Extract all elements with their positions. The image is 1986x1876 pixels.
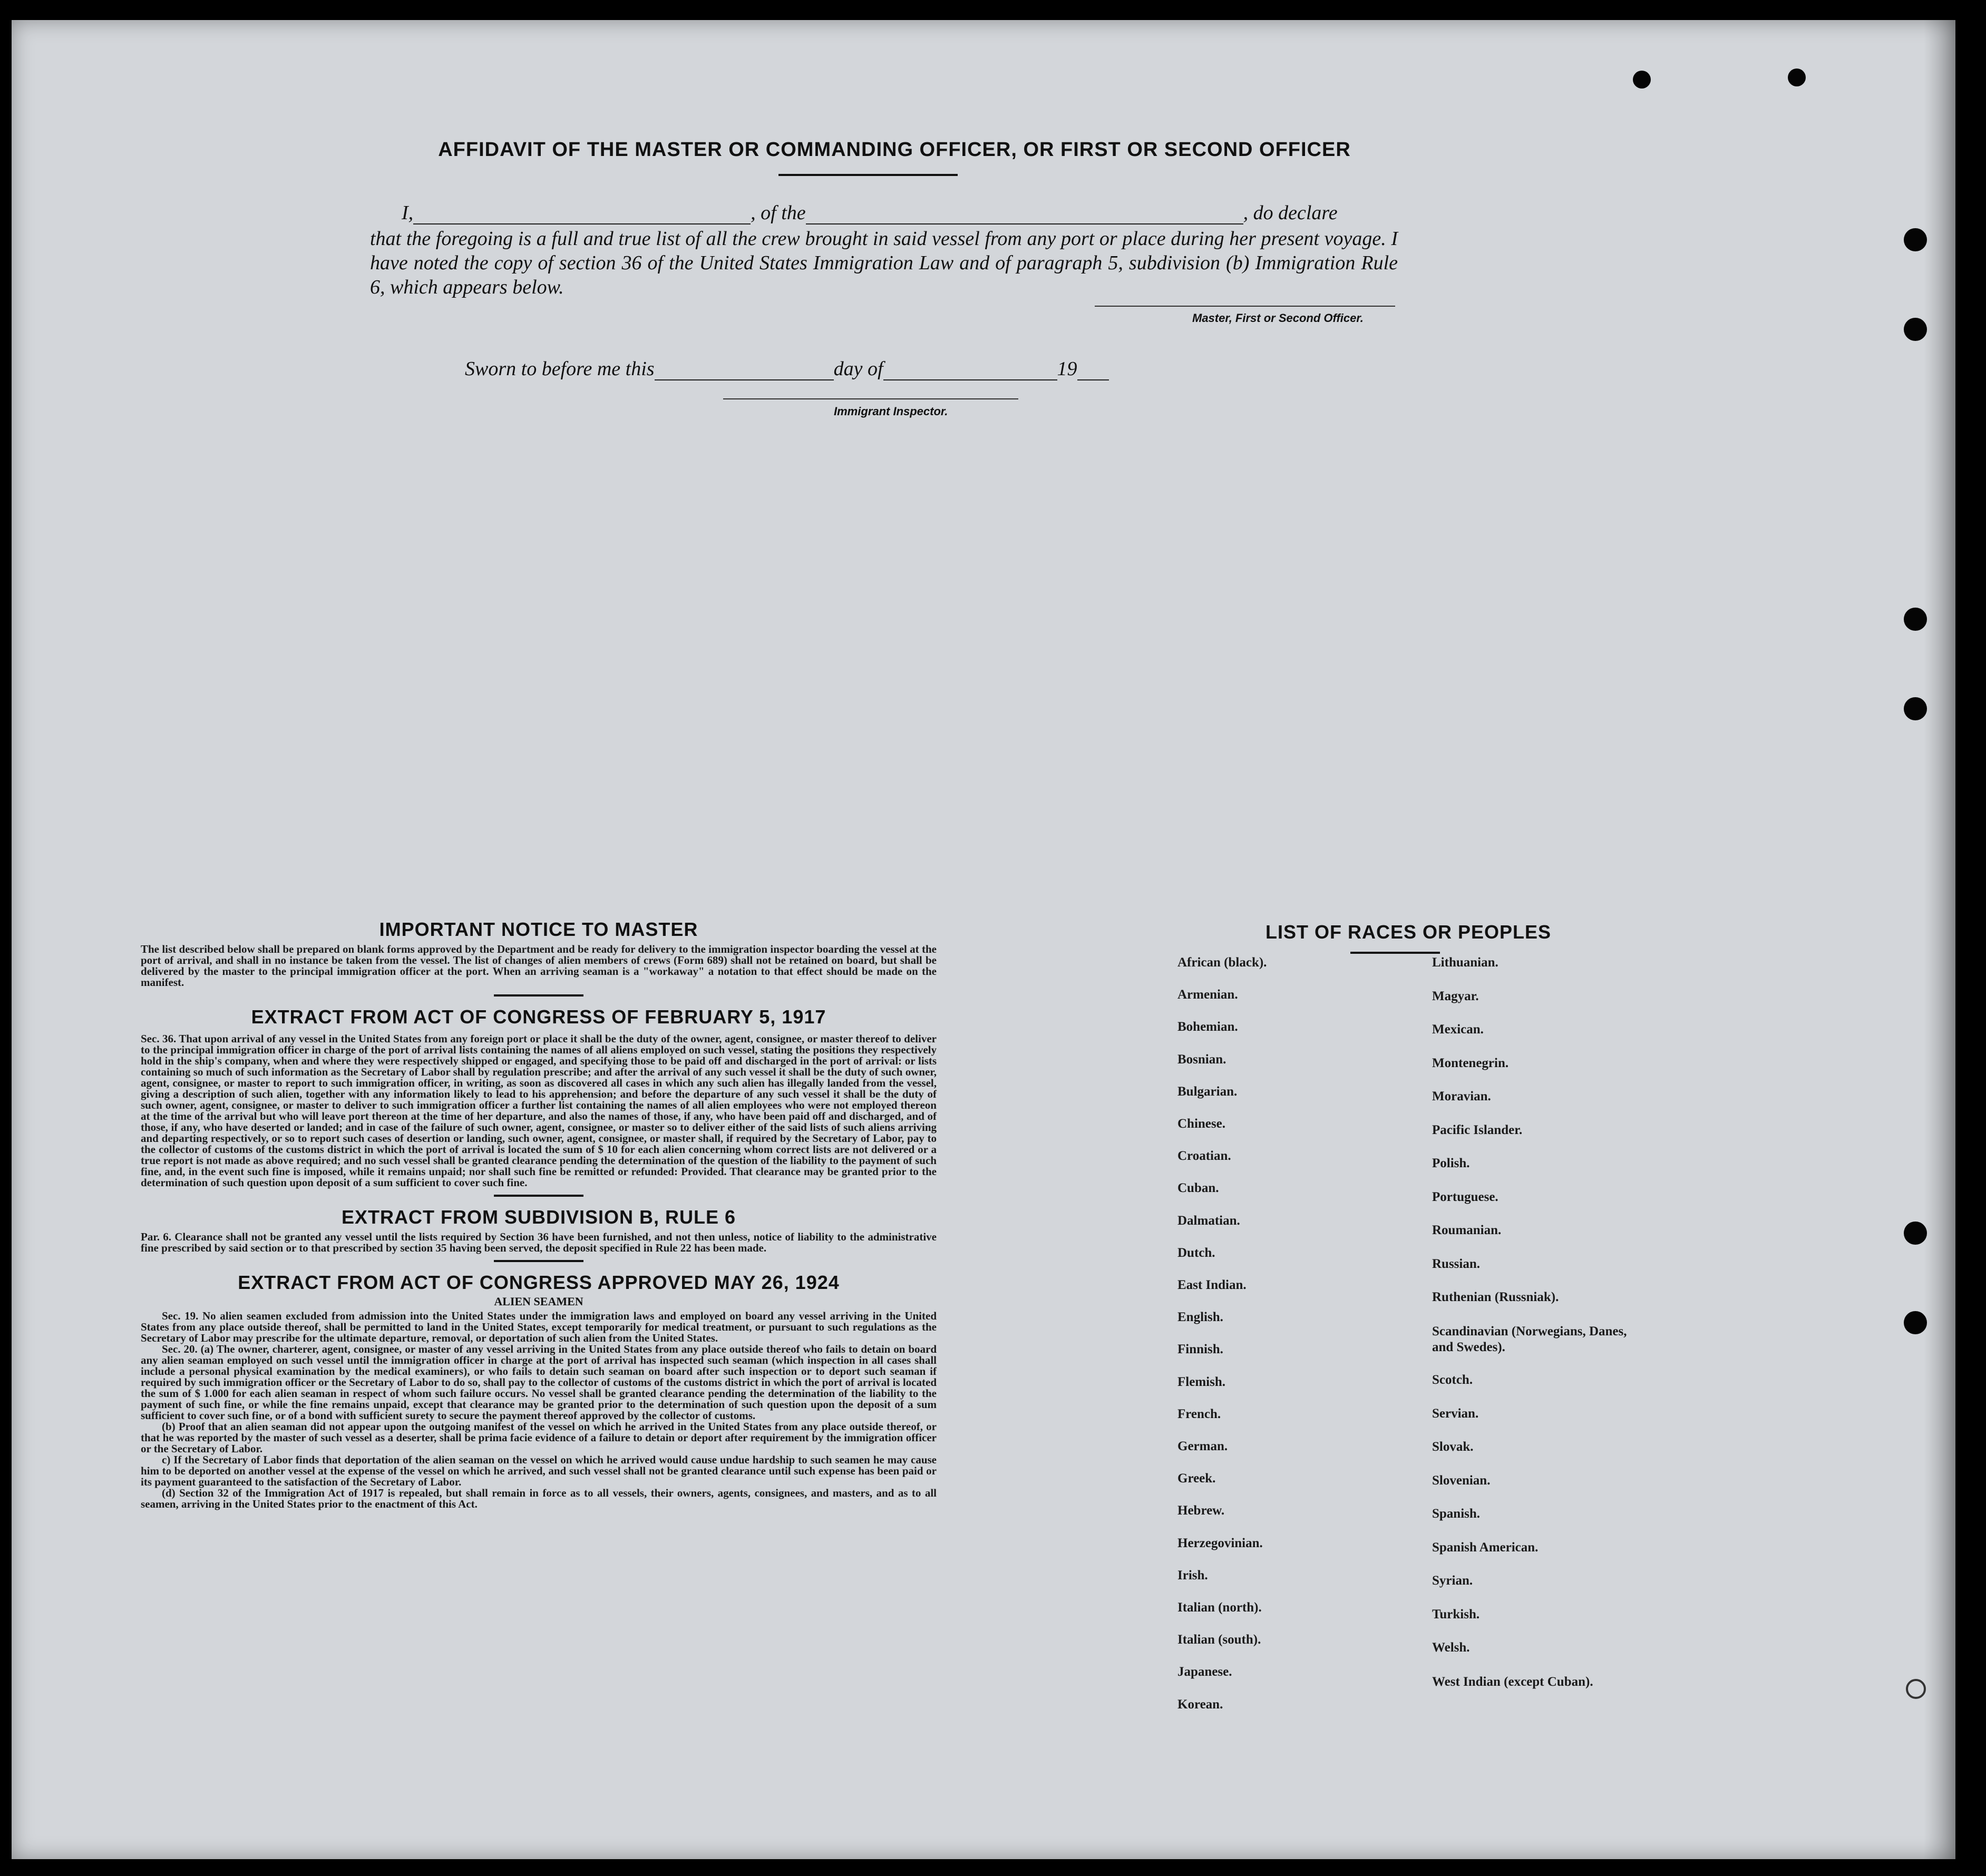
divider: [778, 174, 958, 176]
race-item: Russian.: [1432, 1256, 1481, 1271]
name-blank: [413, 208, 751, 224]
affidavit-title: AFFIDAVIT OF THE MASTER OR COMMANDING OFFICER, OR FIRST OR SECOND OFFICER: [438, 139, 1351, 161]
race-item: Welsh.: [1432, 1640, 1470, 1655]
race-item: Scandinavian (Norwegians, Danes, and Swedes).: [1432, 1324, 1627, 1354]
month-blank: [883, 364, 1057, 380]
race-item: Herzegovinian.: [1177, 1536, 1263, 1550]
race-item: East Indian.: [1177, 1278, 1247, 1292]
race-item: Scotch.: [1432, 1373, 1473, 1387]
vessel-blank: [806, 208, 1243, 224]
race-item: Roumanian.: [1432, 1223, 1502, 1237]
binder-hole: [1904, 608, 1927, 631]
race-item: French.: [1177, 1406, 1221, 1421]
race-item: Spanish American.: [1432, 1540, 1539, 1555]
sworn-line: [465, 357, 1109, 380]
year-blank: [1077, 364, 1109, 380]
race-item: Irish.: [1177, 1568, 1208, 1582]
race-item: Spanish.: [1432, 1507, 1481, 1521]
races-title: LIST OF RACES OR PEOPLES: [1265, 921, 1552, 943]
day-blank: [655, 364, 834, 380]
race-item: Dutch.: [1177, 1245, 1215, 1260]
rule-6-title: EXTRACT FROM SUBDIVISION B, RULE 6: [341, 1206, 736, 1228]
race-item: Italian (south).: [1177, 1633, 1261, 1647]
act-1924-paragraph: Sec. 19. No alien seamen excluded from admission into the United States under the immigration laws and employed on board any vessel arriving in the United States from any place outside thereof, shall be permitted to land in the United States, except temporarily for medical treatment, or pursuant to such regulations as the Secretary of Labor may prescribe for the ultimate departure, removal, or deportation of such alien from the United States.: [141, 1310, 937, 1344]
declaration-line: [402, 201, 1398, 224]
race-item: Portuguese.: [1432, 1189, 1498, 1204]
notice-text: The list described below shall be prepared on blank forms approved by the Department and be ready for delivery to the immigration inspector boarding the vessel at the port of arrival, and shall in no instance be taken from the vessel. The list of changes of alien members of crews (Form 689) shall not be retained on board, but shall be delivered by the master to the principal immigration officer at the port. When an arriving seaman is a "workaway" a notation to that effect should be made on the manifest.: [141, 943, 937, 989]
race-item: English.: [1177, 1310, 1223, 1325]
inspector-signature-line: [723, 398, 1018, 399]
race-item: African (black).: [1177, 955, 1267, 970]
race-item: Slovak.: [1432, 1440, 1474, 1454]
race-item: Polish.: [1432, 1156, 1470, 1170]
act-1924-title: EXTRACT FROM ACT OF CONGRESS APPROVED MAY 26, 1924: [238, 1272, 840, 1293]
binder-hole: [1633, 71, 1651, 89]
race-item: Croatian.: [1177, 1149, 1231, 1164]
binder-hole: [1904, 318, 1927, 341]
race-item: Greek.: [1177, 1471, 1216, 1486]
race-item: Montenegrin.: [1432, 1056, 1509, 1070]
race-item: Bulgarian.: [1177, 1084, 1238, 1099]
divider: [494, 1260, 583, 1262]
binder-hole: [1788, 69, 1806, 86]
document-page: [12, 20, 1955, 1859]
race-item: Ruthenian (Russniak).: [1432, 1290, 1559, 1304]
act-1917-text: Sec. 36. That upon arrival of any vessel in the United States from any foreign port or place it shall be the duty of the owner, agent, consignee, or master thereof to deliver to the principal immigration officer in charge of the port of arrival lists containing the names of all aliens employed on such vessel, stating the positions they respectively hold in the ship's company, when and where they were respectively shipped or engaged, and specifying those to be paid off and discharged in the port of arrival: or lists containing so much of such information as the Secretary of Labor shall by regulation prescribe; and after the arrival of any such vessel it shall be the duty of such owner, agent, consignee, or master to report to such immigration officer, in writing, as soon as discovered all cases in which any such alien has illegally landed from the vessel, giving a description of such alien, together with any information likely to lead to his apprehension; and before the departure of any such vessel it shall be the duty of such owner, agent, consignee, or master to deliver to such immigration officer a further list containing the names of all alien employees who were not employed thereon at the time of the arrival but who will leave port thereon at the time of her departure, and also the names of those, if any, who have been paid off and discharged, and of those, if any, who have deserted or landed; and in case of the failure of such owner, agent, consignee, or master so to deliver either of the said lists of such aliens arriving and departing respectively, or so to report such cases of desertion or landing, such owner, agent, consignee, or master shall, if required by the Secretary of Labor, pay to the collector of customs of the customs district in which the port of arrival is located the sum of $ 10 for each alien concerning whom correct lists are not delivered or a true report is not made as above required; and no such vessel shall be granted clearance pending the determination of the question of the liability to the payment of such fine, and, in the event such fine is imposed, while it remains unpaid; nor shall such fine be remitted or refunded: Provided. That clearance may be granted prior to the determination of such question upon deposit of a sum sufficient to cover such fine.: [141, 1032, 937, 1189]
race-item: West Indian (except Cuban).: [1432, 1674, 1593, 1689]
race-item: Syrian.: [1432, 1574, 1473, 1588]
signature-caption: Master, First or Second Officer.: [1192, 311, 1364, 325]
divider: [494, 994, 583, 996]
sworn-text: Sworn to before me this: [465, 358, 655, 380]
year-prefix: 19: [1057, 358, 1077, 380]
race-item: Japanese.: [1177, 1665, 1232, 1679]
binder-hole: [1904, 1311, 1927, 1334]
rule-6-text: Par. 6. Clearance shall not be granted any vessel until the lists required by Section 36 have been furnished, and not then unless, notice of liability to the administrative fine prescribed by said section or to that prescribed by section 35 having been served, the deposit specified in Rule 22 has been made.: [141, 1230, 937, 1254]
binder-hole: [1904, 697, 1927, 720]
race-item: Armenian.: [1177, 988, 1238, 1002]
race-item: German.: [1177, 1439, 1228, 1453]
race-item: Lithuanian.: [1432, 955, 1498, 970]
signature-line: [1095, 306, 1395, 307]
binder-hole: [1906, 1679, 1926, 1699]
declaration-i: I,: [402, 202, 414, 224]
race-item: Dalmatian.: [1177, 1213, 1240, 1228]
race-item: Korean.: [1177, 1697, 1223, 1712]
race-item: Slovenian.: [1432, 1473, 1491, 1488]
race-item: Flemish.: [1177, 1374, 1225, 1389]
act-1917-title: EXTRACT FROM ACT OF CONGRESS OF FEBRUARY 5, 1917: [251, 1006, 826, 1028]
race-item: Turkish.: [1432, 1607, 1480, 1621]
declaration-of-the: , of the: [751, 202, 806, 224]
race-item: Servian.: [1432, 1406, 1479, 1421]
divider: [1350, 952, 1440, 954]
divider: [494, 1195, 583, 1197]
binder-hole: [1904, 228, 1927, 251]
race-item: Chinese.: [1177, 1117, 1225, 1131]
declaration-do-declare: , do declare: [1243, 202, 1338, 224]
act-1924-paragraph: (d) Section 32 of the Immigration Act of 1917 is repealed, but shall remain in force as to all vessels, their owners, agents, consignees, and masters, and as to all seamen, arriving in the United States prior to the enactment of this Act.: [141, 1487, 937, 1510]
race-item: Hebrew.: [1177, 1503, 1225, 1518]
race-item: Cuban.: [1177, 1181, 1219, 1196]
race-item: Mexican.: [1432, 1022, 1484, 1037]
act-1924-paragraph: (b) Proof that an alien seaman did not appear upon the outgoing manifest of the vessel on which he arrived in the United States from any place outside thereof, or that he was reported by the master of such vessel as a deserter, shall be prima facie evidence of a failure to detain or deport after requirement by the immigration officer or the Secretary of Labor.: [141, 1420, 937, 1455]
binder-hole: [1904, 1222, 1927, 1245]
page-edge-shadow: [1924, 20, 1955, 1859]
race-item: Finnish.: [1177, 1342, 1223, 1357]
race-item: Italian (north).: [1177, 1600, 1262, 1615]
race-item: Magyar.: [1432, 989, 1479, 1003]
race-item: Bohemian.: [1177, 1020, 1238, 1034]
act-1924-paragraph: c) If the Secretary of Labor finds that deportation of the alien seaman on the vessel on which he arrived would cause undue hardship to such seamen he may cause him to be deported on another vessel at the expense of the vessel on which he arrived, and such vessel shall not be granted clearance until such expense has been paid or its payment guaranteed to the satisfaction of the Secretary of Labor.: [141, 1453, 937, 1488]
notice-section: [141, 919, 937, 1510]
inspector-caption: Immigrant Inspector.: [834, 405, 948, 418]
act-1924-paragraph: Sec. 20. (a) The owner, charterer, agent, consignee, or master of any vessel arriving in the United States from any place outside thereof who fails to detain on board any alien seaman employed on such vessel until the immigration officer in charge at the port of arrival has inspected such seaman (which inspection in all cases shall include a personal physical examination by the medical examiners), or who fails to detain such seaman on board after such inspection or to deport such seaman if required by such immigration officer or the Secretary of Labor to do so, shall pay to the collector of customs of the customs district in which the port of arrival is located the sum of $ 1.000 for each alien seaman in respect of whom such failure occurs. No vessel shall be granted clearance pending the determination of the liability to the payment of such fine, or while the fine remains unpaid, except that clearance may be granted prior to the determination of such question upon the deposit of a sum sufficient to cover such fine, or of a bond with sufficient surety to secure the payment thereof approved by the collector of customs.: [141, 1343, 937, 1422]
act-1924-subtitle: ALIEN SEAMEN: [494, 1295, 583, 1308]
race-item: Pacific Islander.: [1432, 1122, 1523, 1137]
notice-title: IMPORTANT NOTICE TO MASTER: [379, 919, 698, 940]
race-item: Moravian.: [1432, 1089, 1491, 1103]
declaration-text: that the foregoing is a full and true list of all the crew brought in said vessel from any port or place during her present voyage. I have noted the copy of section 36 of the United States Immigration Law and of paragraph 5, subdivision (b) Immigration Rule 6, which appears below.: [370, 228, 1398, 298]
race-item: Bosnian.: [1177, 1052, 1226, 1067]
day-of-text: day of: [833, 358, 883, 380]
